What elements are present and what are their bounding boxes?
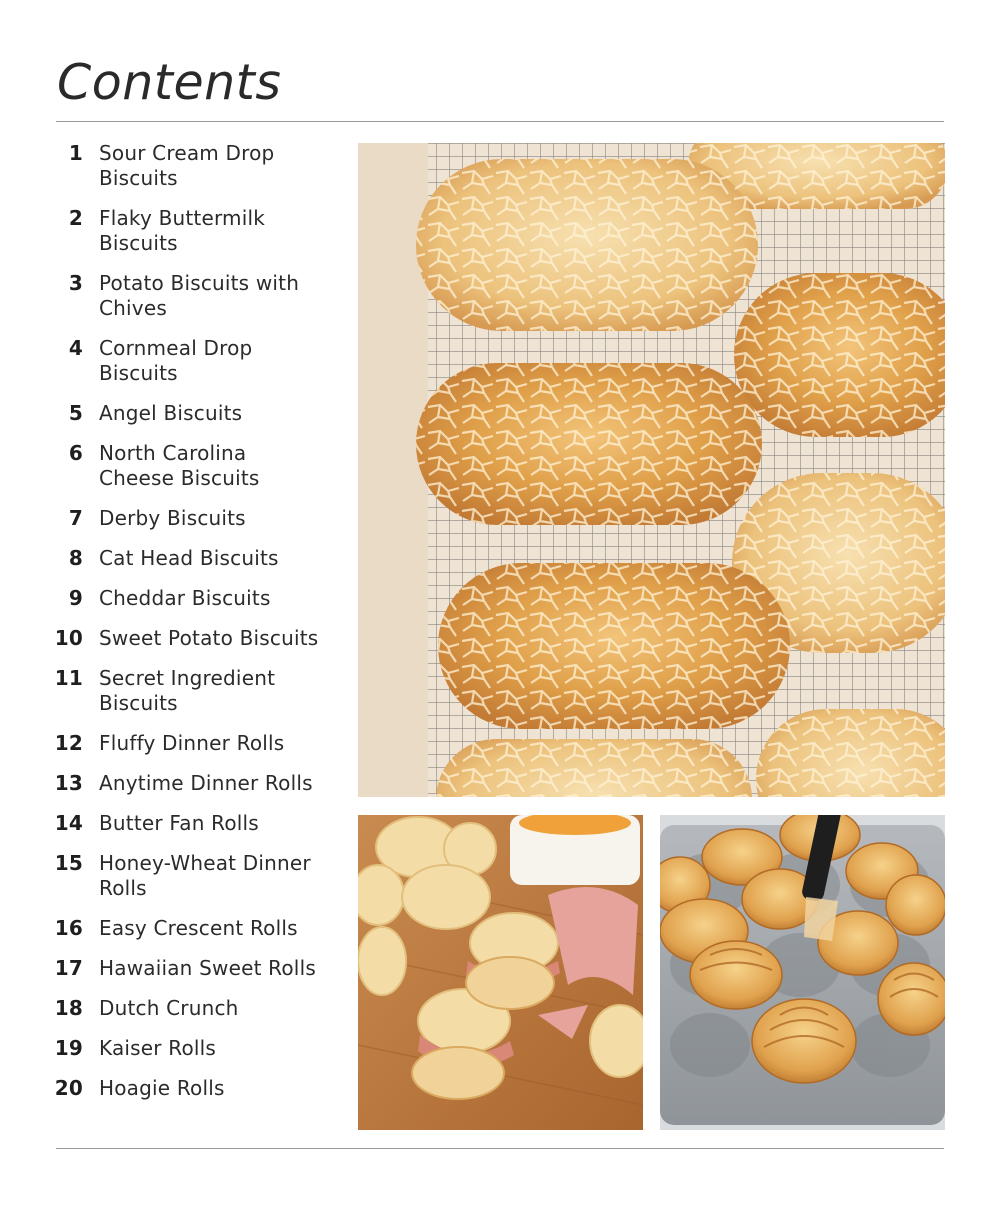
toc-entry-title-line: Dutch Crunch	[99, 996, 239, 1020]
toc-entry-number: 13	[54, 771, 83, 795]
toc-entry-title	[99, 916, 298, 941]
toc-entry-title-line: Biscuits	[99, 361, 178, 385]
toc-entry-number: 16	[54, 916, 83, 940]
toc-entry	[50, 916, 350, 941]
bottom-rule	[56, 1148, 944, 1149]
ham-biscuit-sandwiches-photo	[358, 815, 643, 1130]
toc-entry-title-line: Biscuits	[99, 231, 178, 255]
toc-entry	[50, 206, 350, 256]
toc-entry-title	[99, 401, 242, 426]
toc-entry-number: 5	[68, 401, 83, 425]
toc-entry-title	[99, 336, 252, 386]
toc-entry-number: 12	[54, 731, 83, 755]
toc-entry	[50, 401, 350, 426]
toc-entry	[50, 141, 350, 191]
toc-entry-number: 19	[54, 1036, 83, 1060]
toc-entry	[50, 336, 350, 386]
toc-entry-title-line: Cornmeal Drop	[99, 336, 253, 360]
toc-entry	[50, 1076, 350, 1101]
toc-entry	[50, 731, 350, 756]
toc-entry	[50, 811, 350, 836]
toc-entry-title-line: Easy Crescent Rolls	[99, 916, 298, 940]
toc-entry-title-line: Biscuits	[99, 691, 178, 715]
toc-entry-title	[99, 996, 239, 1021]
toc-entry-number: 10	[54, 626, 83, 650]
toc-entry-number: 9	[68, 586, 83, 610]
toc-entry-number: 20	[54, 1076, 83, 1100]
toc-entry	[50, 666, 350, 716]
toc-entry-number: 6	[68, 441, 83, 465]
toc-entry-title	[99, 771, 313, 796]
toc-entry	[50, 271, 350, 321]
toc-entry-title-line: Angel Biscuits	[99, 401, 243, 425]
toc-entry-title-line: Flaky Buttermilk	[99, 206, 266, 230]
toc-entry-title-line: Sweet Potato Biscuits	[99, 626, 319, 650]
toc-entry	[50, 771, 350, 796]
toc-entry-number: 18	[54, 996, 83, 1020]
toc-entry-number: 1	[68, 141, 83, 165]
toc-entry-title	[99, 811, 259, 836]
table-of-contents	[50, 141, 350, 1116]
toc-entry-title	[99, 206, 265, 256]
toc-entry-title-line: Secret Ingredient	[99, 666, 276, 690]
toc-entry-number: 17	[54, 956, 83, 980]
toc-entry-title	[99, 851, 311, 901]
toc-entry-title-line: Cat Head Biscuits	[99, 546, 279, 570]
toc-entry-title	[99, 731, 284, 756]
toc-entry-title-line: Chives	[99, 296, 167, 320]
toc-entry-number: 7	[68, 506, 83, 530]
toc-entry-title	[99, 441, 260, 491]
toc-entry-number: 11	[54, 666, 83, 690]
toc-entry-title-line: Anytime Dinner Rolls	[99, 771, 313, 795]
toc-entry	[50, 956, 350, 981]
toc-entry	[50, 586, 350, 611]
butter-fan-rolls-photo	[660, 815, 945, 1130]
toc-entry-title-line: North Carolina	[99, 441, 247, 465]
toc-entry-title-line: Rolls	[99, 876, 147, 900]
toc-entry-number: 2	[68, 206, 83, 230]
toc-entry-title	[99, 626, 318, 651]
toc-entry-title	[99, 1036, 216, 1061]
toc-entry-title-line: Biscuits	[99, 166, 178, 190]
toc-entry-title-line: Kaiser Rolls	[99, 1036, 217, 1060]
toc-entry-title-line: Sour Cream Drop	[99, 141, 275, 165]
toc-entry-title-line: Hawaiian Sweet Rolls	[99, 956, 316, 980]
toc-entry-title	[99, 956, 316, 981]
toc-entry-title-line: Hoagie Rolls	[99, 1076, 225, 1100]
toc-entry-title-line: Cheddar Biscuits	[99, 586, 271, 610]
toc-entry-title	[99, 141, 274, 191]
toc-entry	[50, 1036, 350, 1061]
toc-entry	[50, 626, 350, 651]
toc-entry	[50, 851, 350, 901]
toc-entry-number: 4	[68, 336, 83, 360]
toc-entry	[50, 441, 350, 491]
toc-entry	[50, 996, 350, 1021]
toc-entry-number: 14	[54, 811, 83, 835]
toc-entry-title	[99, 666, 275, 716]
toc-entry-title	[99, 586, 271, 611]
toc-entry-title-line: Butter Fan Rolls	[99, 811, 259, 835]
toc-entry	[50, 546, 350, 571]
toc-entry-number: 15	[54, 851, 83, 875]
toc-entry-number: 3	[68, 271, 83, 295]
page-title: Contents	[57, 54, 282, 111]
toc-entry-title-line: Fluffy Dinner Rolls	[99, 731, 285, 755]
toc-entry-title-line: Derby Biscuits	[99, 506, 246, 530]
dutch-crunch-rolls-photo	[358, 143, 945, 797]
toc-entry-title	[99, 271, 299, 321]
toc-entry-title	[99, 1076, 225, 1101]
top-rule	[56, 121, 944, 122]
toc-entry	[50, 506, 350, 531]
toc-entry-title-line: Potato Biscuits with	[99, 271, 300, 295]
toc-entry-title-line: Honey-Wheat Dinner	[99, 851, 311, 875]
toc-entry-title-line: Cheese Biscuits	[99, 466, 260, 490]
toc-entry-number: 8	[68, 546, 83, 570]
toc-entry-title	[99, 546, 279, 571]
toc-entry-title	[99, 506, 246, 531]
